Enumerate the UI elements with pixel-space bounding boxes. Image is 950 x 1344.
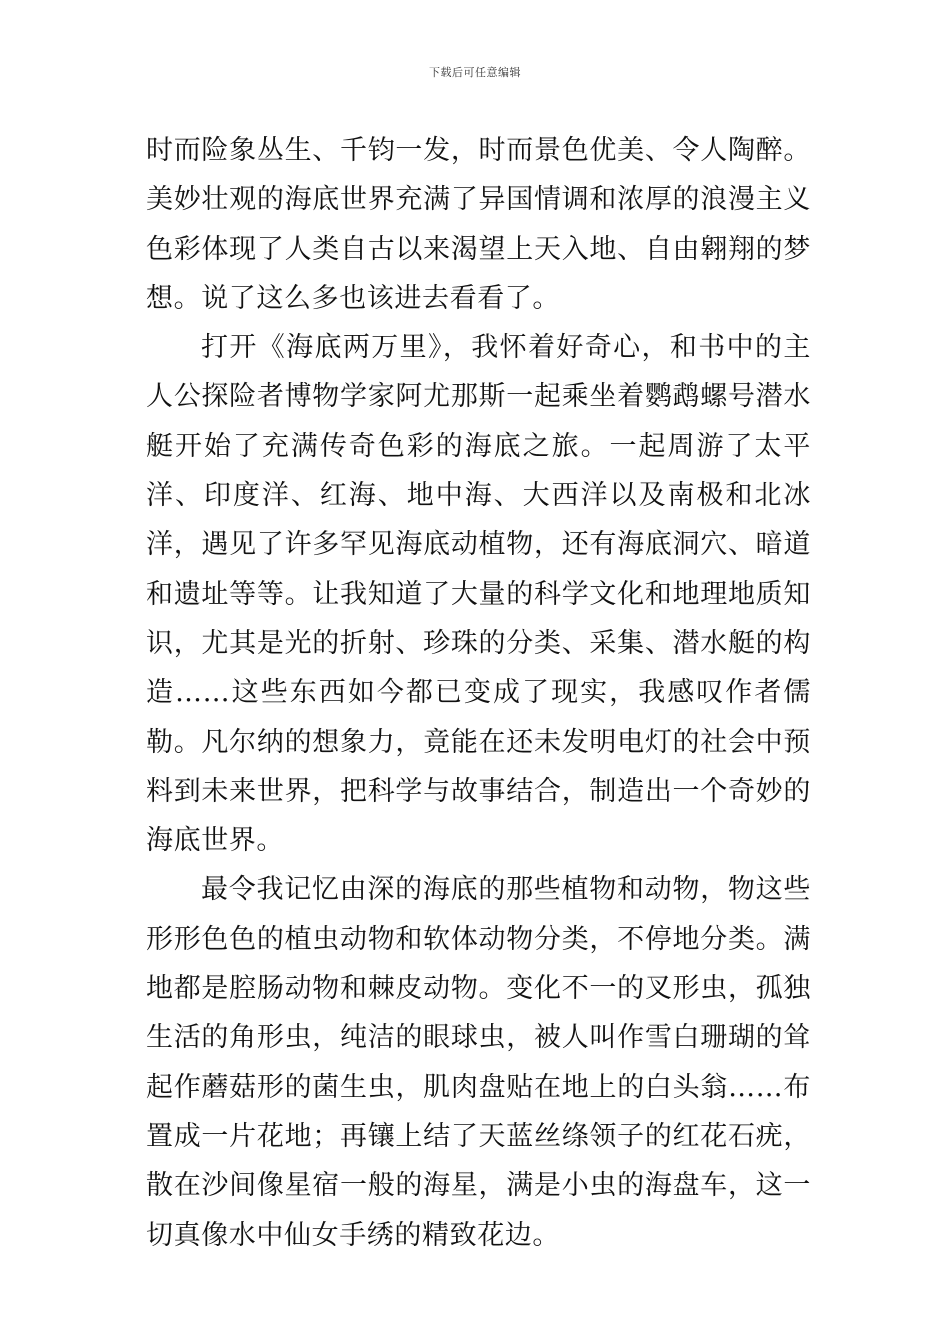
paragraph-1: 时而险象丛生、千钧一发，时而景色优美、令人陶醉。美妙壮观的海底世界充满了异国情调和浓厚的浪漫主义色彩体现了人类自古以来渴望上天入地、自由翱翔的梦想。说了这么多也该进去看看了。	[146, 135, 811, 314]
body-text	[146, 126, 811, 1260]
paragraph-3: 最令我记忆由深的海底的那些植物和动物，物这些形形色色的植虫动物和软体动物分类，不停地分类。满地都是腔肠动物和棘皮动物。变化不一的叉形虫，孤独生活的角形虫，纯洁的眼球虫，被人叫作雪白珊瑚的耸起作蘑菇形的菌生虫，肌肉盘贴在地上的白头翁……布置成一片花地；再镶上结了天蓝丝绦领子的红花石疣，散在沙间像星宿一般的海星，满是小虫的海盘车，这一切真像水中仙女手绣的精致花边。	[146, 874, 811, 1251]
paragraph-2: 打开《海底两万里》，我怀着好奇心，和书中的主人公探险者博物学家阿尤那斯一起乘坐着鹦鹉螺号潜水艇开始了充满传奇色彩的海底之旅。一起周游了太平洋、印度洋、红海、地中海、大西洋以及南极和北冰洋，遇见了许多罕见海底动植物，还有海底洞穴、暗道和遗址等等。让我知道了大量的科学文化和地理地质知识，尤其是光的折射、珍珠的分类、采集、潜水艇的构造……这些东西如今都已变成了现实，我感叹作者儒勒。凡尔纳的想象力，竟能在还未发明电灯的社会中预料到未来世界，把科学与故事结合，制造出一个奇妙的海底世界。	[146, 332, 811, 857]
page-header: 下载后可任意编辑	[429, 66, 521, 79]
